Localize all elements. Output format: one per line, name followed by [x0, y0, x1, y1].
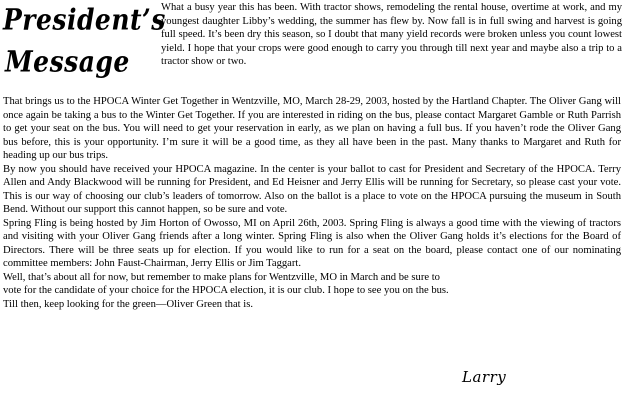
- paragraph-closing: Well, that’s about all for now, but remember to make plans for Wentzville, MO in March and be sure to vote for the candidate of your choice for the HPOCA election, it is our club. I hope to see you on the bus. Till then, keep looking for the green—Oliver Green that is.: [3, 271, 449, 310]
- article-body: [3, 95, 621, 311]
- paragraph-spring-fling: Spring Fling is being hosted by Jim Horton of Owosso, MI on April 26th, 2003. Spring Fling is always a good time with the viewing of tractors and visiting with your Oliver Gang friends after a long winter. Spring Fling is also when the Oliver Gang holds it’s elections for the Board of Directors. There will be three seats up for election. If you would like to run for a seat on the board, please contact one of our nominating committee members: John Faust-Chairman, Jerry Ellis or Jim Taggart.: [3, 217, 621, 269]
- title-line-2: Message: [5, 45, 130, 79]
- intro-paragraph: What a busy year this has been. With tractor shows, remodeling the rental house, overtime at work, and my youngest daughter Libby’s wedding, the summer has flew by. Now fall is in full swing and harvest is going full speed. It’s been dry this season, so I doubt that many yield records were broken unless you count lowest yield. I hope that your crops were good enough to carry you through till next year and maybe also a trip to a tractor show or two.: [161, 2, 622, 67]
- page-title: [3, 2, 166, 90]
- signature: Larry: [462, 368, 507, 386]
- title-line-1: President’s: [3, 3, 166, 37]
- paragraph-winter-get-together: That brings us to the HPOCA Winter Get Together in Wentzville, MO, March 28-29, 2003, hosted by the Hartland Chapter. The Oliver Gang will once again be taking a bus to the Winter Get Together. If you are interested in riding on the bus, please contact Margaret Gamble or Ruth Parrish to get your seat on the bus. You will need to get your reservation in early, as we plan on having a full bus. If you haven’t rode the Oliver Gang bus before, this is your opportunity. I’m sure it will be a good time, as they all have been in the past. Many thanks to Margaret and Ruth for heading up our bus trips.: [3, 96, 621, 161]
- paragraph-ballot: By now you should have received your HPOCA magazine. In the center is your ballot to cast for President and Secretary of the HPOCA. Terry Allen and Andy Blackwood will be running for President, and Ed Heisner and Jerry Ellis will be running for Secretary, so please cast your vote. This is our way of choosing our club’s leaders of tomorrow. Also on the ballot is a place to vote on the HPOCA pursuing the museum in South Bend. Without our support this cannot happen, so be sure and vote.: [3, 163, 621, 215]
